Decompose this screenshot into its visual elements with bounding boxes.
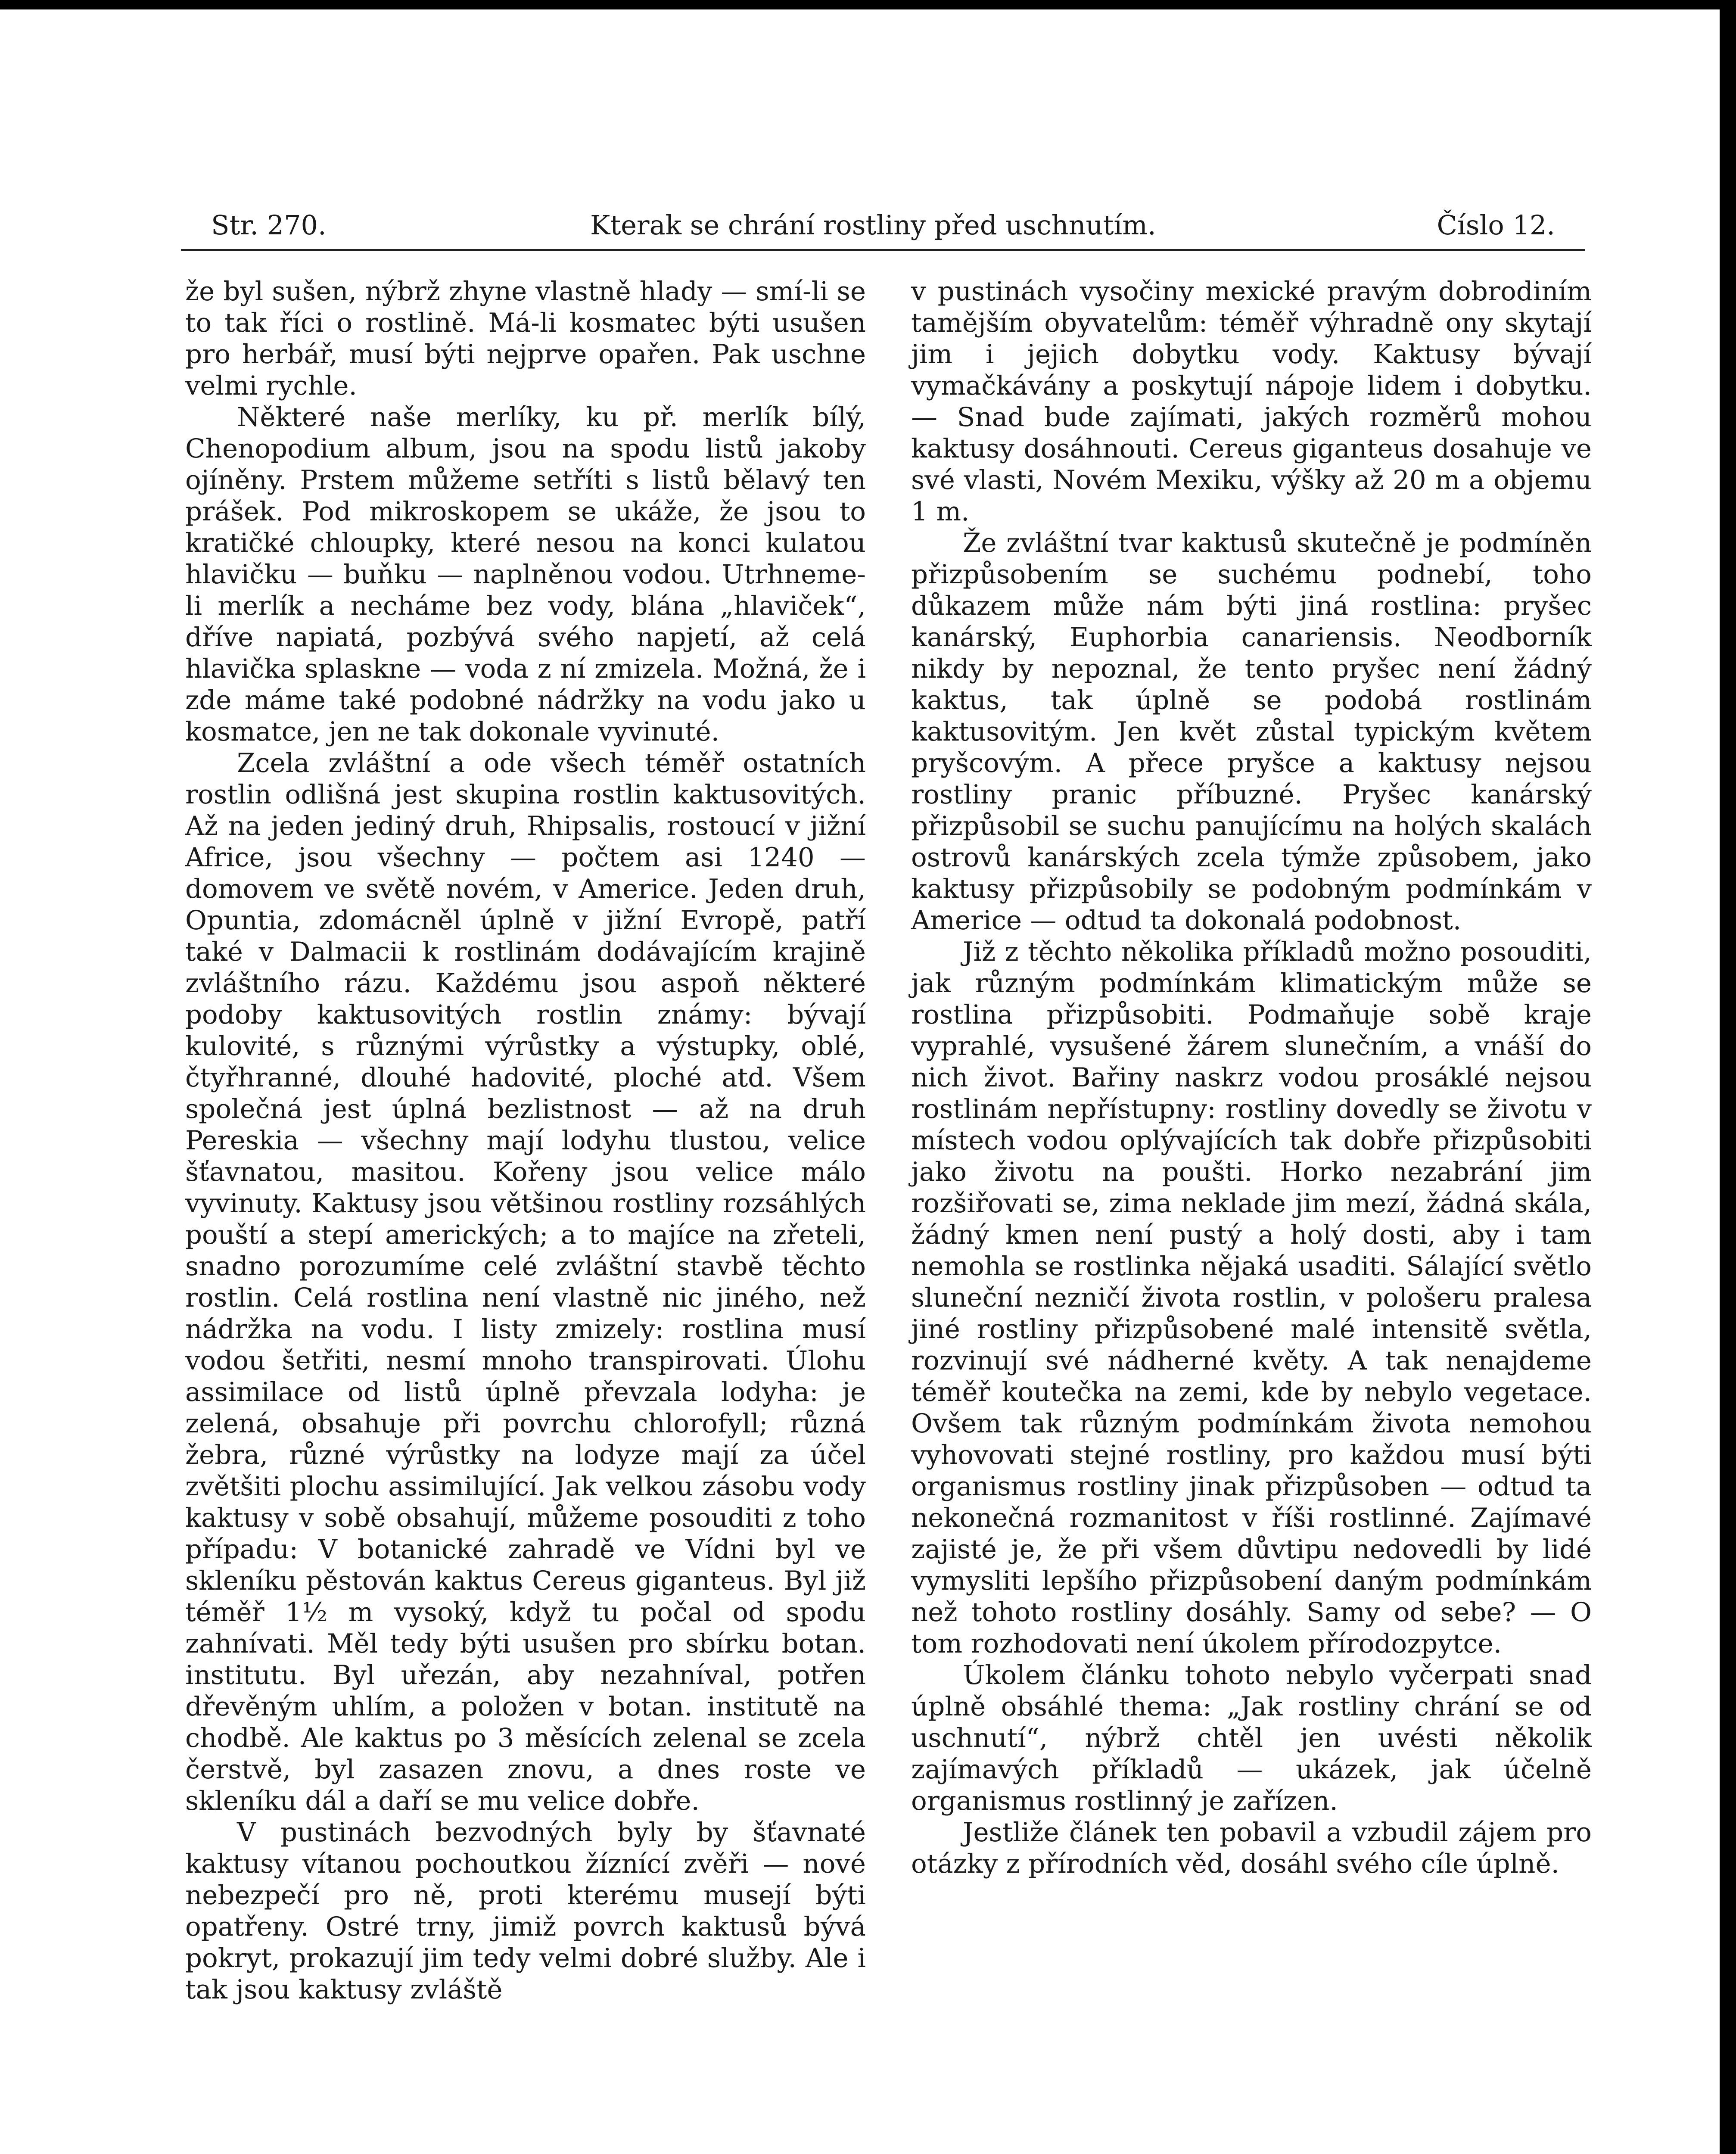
running-title: Kterak se chrání rostliny před uschnutím. bbox=[590, 209, 1156, 241]
paragraph: Některé naše merlíky, ku př. merlík bílý, Chenopodium album, jsou na spodu listů jakoby ojíněny. Prstem můžeme setříti s listů bělavý ten prášek. Pod mikroskopem se ukáže, že jsou to kratičké chloupky, které nesou na konci kulatou hlavičku — buňku — naplněnou vodou. Utrhneme-li merlík a necháme bez vody, blána „hlaviček“, dříve napiatá, pozbývá svého napjetí, až celá hlavička splaskne — voda z ní zmizela. Možná, že i zde máme také podobné nádržky na vodu jako u kosmatce, jen ne tak dokonale vyvinuté. bbox=[185, 402, 866, 747]
paragraph: Úkolem článku tohoto nebylo vyčerpati snad úplně obsáhlé thema: „Jak rostliny chrání se od uschnutí“, nýbrž chtěl jen uvésti několik zajímavých příkladů — ukázek, jak účelně organismus rostlinný je zařízen. bbox=[911, 1660, 1592, 1816]
issue-number: Číslo 12. bbox=[1437, 209, 1555, 241]
paragraph: že byl sušen, nýbrž zhyne vlastně hlady — smí-li se to tak říci o rostlině. Má-li kosmatec býti usušen pro herbář, musí býti nejprve opařen. Pak uschne velmi rychle. bbox=[185, 276, 866, 401]
running-header bbox=[211, 206, 1555, 245]
right-column bbox=[911, 276, 1592, 1880]
paragraph: v pustinách vysočiny mexické pravým dobrodiním tamějším obyvatelům: téměř výhradně ony skytají jim i jejich dobytku vody. Kaktusy bývají vymačkávány a poskytují nápoje lidem i dobytku. — Snad bude zajímati, jakých rozměrů mohou kaktusy dosáhnouti. Cereus giganteus dosahuje ve své vlasti, Novém Mexiku, výšky až 20 m a objemu 1 m. bbox=[911, 276, 1592, 527]
scan-edge-right bbox=[1720, 0, 1736, 2154]
header-rule bbox=[181, 249, 1585, 251]
scan-edge-top bbox=[0, 0, 1736, 9]
paragraph: V pustinách bezvodných byly by šťavnaté kaktusy vítanou pochoutkou žíznící zvěři — nové nebezpečí pro ně, proti kterému musejí býti opatřeny. Ostré trny, jimiž povrch kaktusů bývá pokryt, prokazují jim tedy velmi dobré služby. Ale i tak jsou kaktusy zvláště bbox=[185, 1817, 866, 2005]
paragraph: Že zvláštní tvar kaktusů skutečně je podmíněn přizpůsobením se suchému podnebí, toho důkazem může nám býti jiná rostlina: pryšec kanárský, Euphorbia canariensis. Neodborník nikdy by nepoznal, že tento pryšec není žádný kaktus, tak úplně se podobá rostlinám kaktusovitým. Jen květ zůstal typickým květem pryšcovým. A přece pryšce a kaktusy nejsou rostliny pranic příbuzné. Pryšec kanárský přizpůsobil se suchu panujícímu na holých skalách ostrovů kanárských zcela týmže způsobem, jako kaktusy přizpůsobily se podobným podmínkám v Americe — odtud ta dokonalá podobnost. bbox=[911, 528, 1592, 936]
paragraph: Zcela zvláštní a ode všech téměř ostatních rostlin odlišná jest skupina rostlin kaktusovitých. Až na jeden jediný druh, Rhipsalis, rostoucí v jižní Africe, jsou všechny — počtem asi 1240 — domovem ve světě novém, v Americe. Jeden druh, Opuntia, zdomácněl úplně v jižní Evropě, patří také v Dalmacii k rostlinám dodávajícím krajině zvláštního rázu. Každému jsou aspoň některé podoby kaktusovitých rostlin známy: bývají kulovité, s různými výrůstky a výstupky, oblé, čtyřhranné, dlouhé hadovité, ploché atd. Všem společná jest úplná bezlistnost — až na druh Pereskia — všechny mají lodyhu tlustou, velice šťavnatou, masitou. Kořeny jsou velice málo vyvinuty. Kaktusy jsou většinou rostliny rozsáhlých pouští a stepí amerických; a to majíce na zřeteli, snadno porozumíme celé zvláštní stavbě těchto rostlin. Celá rostlina není vlastně nic jiného, než nádržka na vodu. I listy zmizely: rostlina musí vodou šetřiti, nesmí mnoho transpirovati. Úlohu assimilace od listů úplně převzala lodyha: je zelená, obsahuje při povrchu chlorofyll; různá žebra, různé výrůstky na lodyze mají za účel zvětšiti plochu assimilující. Jak velkou zásobu vody kaktusy v sobě obsahují, můžeme posouditi z toho případu: V botanické zahradě ve Vídni byl ve skleníku pěstován kaktus Cereus giganteus. Byl již téměř 1½ m vysoký, když tu počal od spodu zahnívati. Měl tedy býti usušen pro sbírku botan. institutu. Byl uřezán, aby nezahníval, potřen dřevěným uhlím, a položen v botan. institutě na chodbě. Ale kaktus po 3 měsících zelenal se zcela čerstvě, byl zasazen znovu, a dnes roste ve skleníku dál a daří se mu velice dobře. bbox=[185, 748, 866, 1816]
page-number: Str. 270. bbox=[211, 209, 327, 241]
paragraph: Jestliže článek ten pobavil a vzbudil zájem pro otázky z přírodních věd, dosáhl svého cíle úplně. bbox=[911, 1817, 1592, 1879]
paragraph: Již z těchto několika příkladů možno posouditi, jak různým podmínkám klimatickým může se rostlina přizpůsobiti. Podmaňuje sobě kraje vyprahlé, vysušené žárem slunečním, a vnáší do nich život. Bařiny naskrz vodou prosáklé nejsou rostlinám nepřístupny: rostliny dovedly se životu v místech vodou oplývajících tak dobře přizpůsobiti jako životu na poušti. Horko nezabrání jim rozšiřovati se, zima neklade jim mezí, žádná skála, žádný kmen není pustý a holý dosti, aby i tam nemohla se rostlinka nějaká usaditi. Sálající světlo sluneční nezničí života rostlin, v pološeru pralesa jiné rostliny přizpůsobené malé intensitě světla, rozvinují své nádherné květy. A tak nenajdeme téměř koutečka na zemi, kde by nebylo vegetace. Ovšem tak různým podmínkám života nemohou vyhovovati stejné rostliny, pro každou musí býti organismus rostliny jinak přizpůsoben — odtud ta nekonečná rozmanitost v říši rostlinné. Zajímavé zajisté je, že při všem důvtipu nedovedli by lidé vymysliti lepšího přizpůsobení daným podmínkám než tohoto rostliny dosáhly. Samy od sebe? — O tom rozhodovati není úkolem přírodozpytce. bbox=[911, 937, 1592, 1659]
left-column bbox=[185, 276, 866, 2005]
